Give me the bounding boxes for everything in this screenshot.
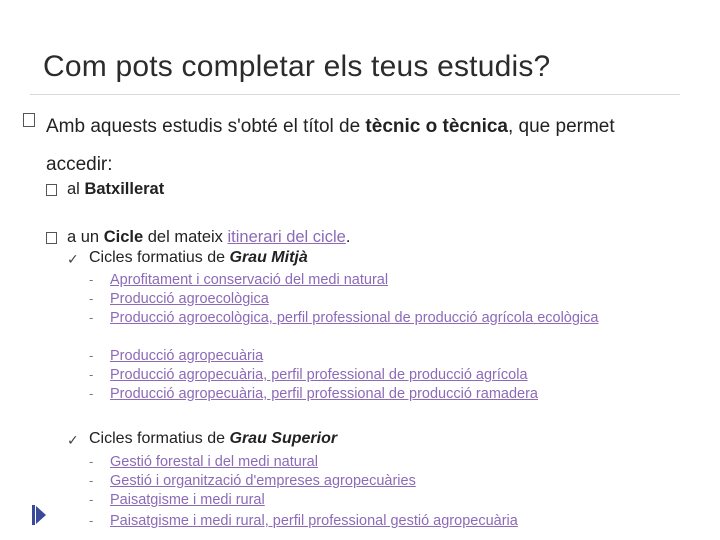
list-item[interactable]: Producció agroecològica [110,291,269,307]
page-title: Com pots completar els teus estudis? [43,50,551,83]
bullet-box-icon [46,184,57,196]
bullet-box-icon [46,232,57,244]
intro-text: Amb aquests estudis s'obté el títol de tècnic o tècnica, que permet accedir: [46,116,615,175]
dash-icon: - [89,473,94,488]
option-batxillerat: al Batxillerat [67,180,165,198]
title-divider [30,94,680,95]
itinerari-link[interactable]: itinerari del cicle [227,228,346,246]
list-item[interactable]: Producció agropecuària, perfil professional de producció ramadera [110,386,538,402]
dash-icon: - [89,348,94,363]
dash-icon: - [89,492,94,507]
dash-icon: - [89,513,94,528]
dash-icon: - [89,272,94,287]
list-item[interactable]: Producció agroecològica, perfil professional de producció agrícola ecològica [110,310,599,326]
list-item[interactable]: Producció agropecuària [110,348,264,364]
list-item[interactable]: Paisatgisme i medi rural, perfil professional gestió agropecuària [110,513,518,529]
dash-icon: - [89,386,94,401]
list-item[interactable]: Gestió i organització d'empreses agropecuàries [110,473,416,489]
play-arrow-icon[interactable] [32,505,46,525]
dash-icon: - [89,291,94,306]
bullet-box-icon [23,113,35,127]
dash-icon: - [89,310,94,325]
list-item[interactable]: Paisatgisme i medi rural [110,492,265,508]
dash-icon: - [89,367,94,382]
option-cicle: a un Cicle del mateix itinerari del cicle. [67,228,351,246]
checkmark-icon: ✓ [67,251,79,267]
grau-superior-heading: Cicles formatius de Grau Superior [89,430,338,447]
list-item[interactable]: Aprofitament i conservació del medi natural [110,272,389,288]
grau-mitja-heading: Cicles formatius de Grau Mitjà [89,249,308,266]
list-item[interactable]: Gestió forestal i del medi natural [110,454,318,470]
checkmark-icon: ✓ [67,432,79,448]
dash-icon: - [89,454,94,469]
list-item[interactable]: Producció agropecuària, perfil professional de producció agrícola [110,367,528,383]
